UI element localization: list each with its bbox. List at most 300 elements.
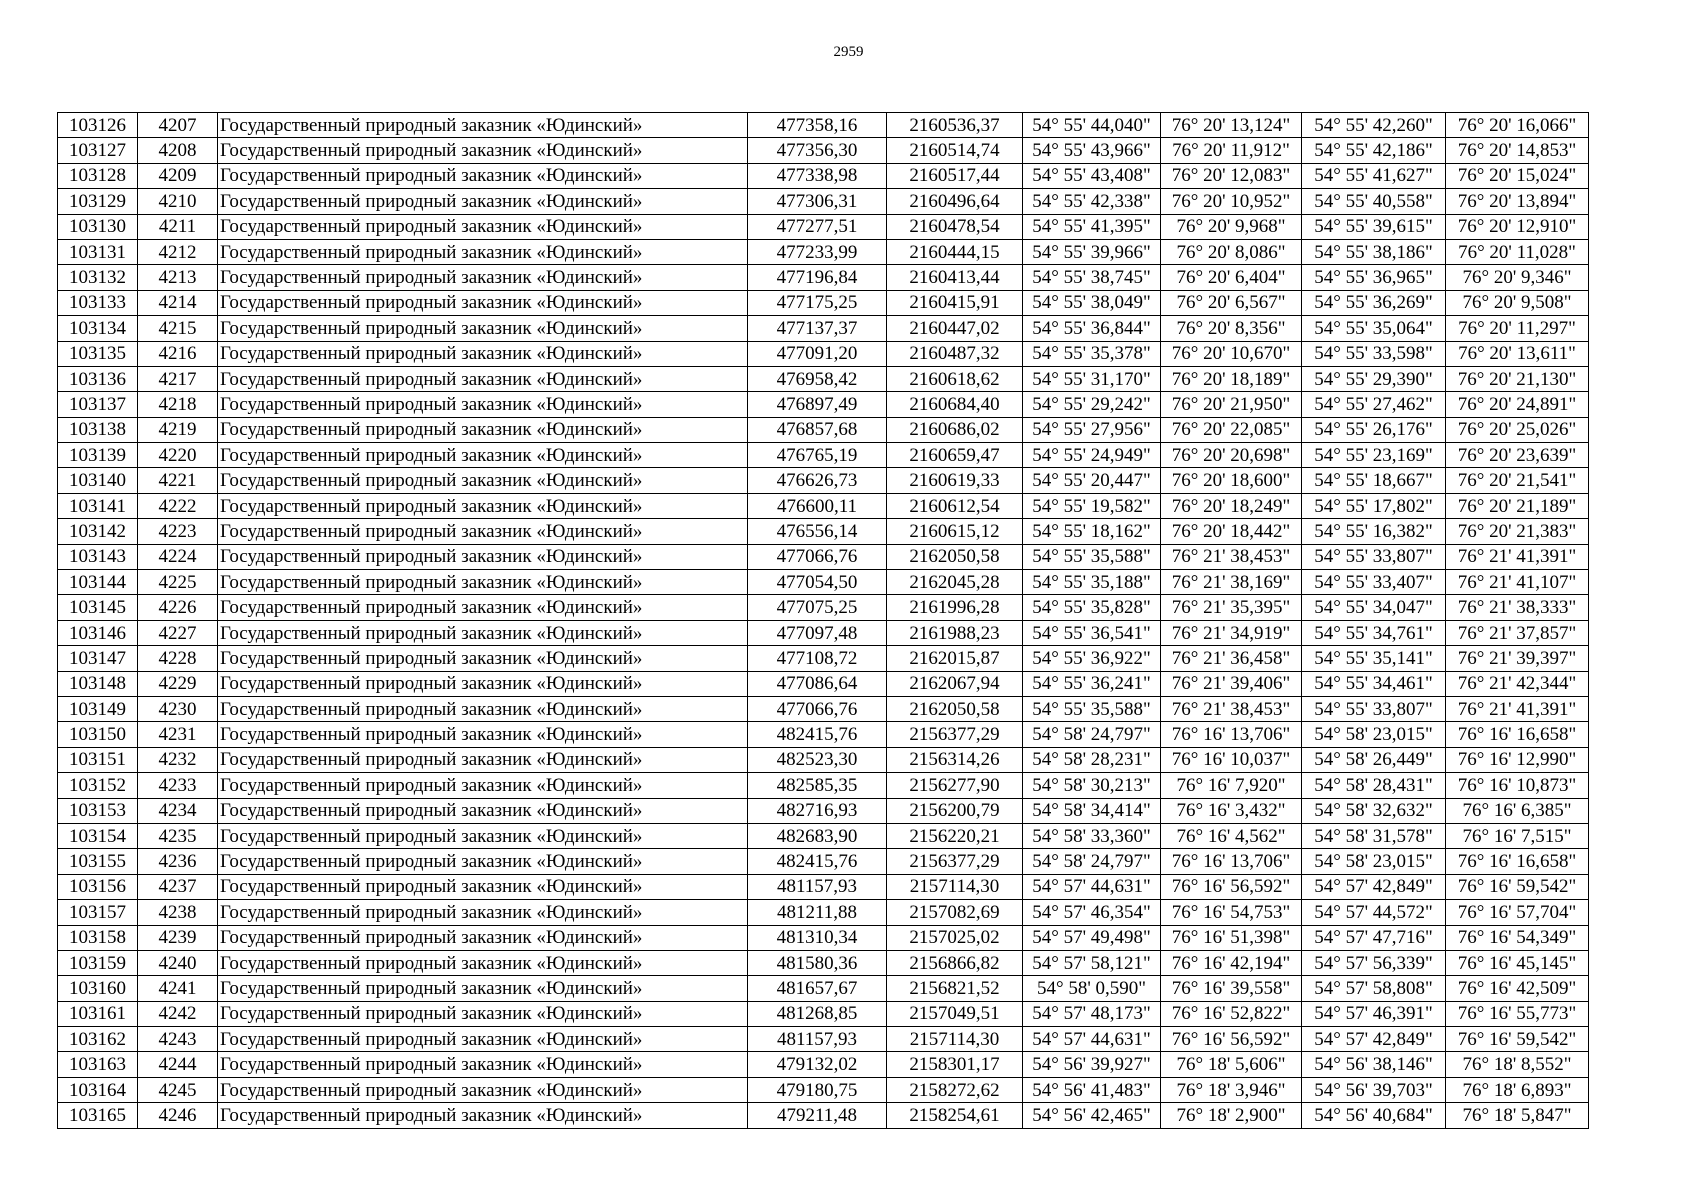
row-number-cell: 103131 xyxy=(58,239,138,264)
longitude-2-cell: 76° 16' 59,542" xyxy=(1446,874,1589,899)
longitude-1-cell: 76° 16' 10,037" xyxy=(1161,747,1302,772)
longitude-2-cell: 76° 21' 38,333" xyxy=(1446,595,1589,620)
name-cell: Государственный природный заказник «Юдинский» xyxy=(218,823,748,848)
longitude-2-cell: 76° 16' 6,385" xyxy=(1446,798,1589,823)
longitude-2-cell: 76° 16' 54,349" xyxy=(1446,925,1589,950)
x-coordinate-cell: 477233,99 xyxy=(748,239,887,264)
table-row xyxy=(58,570,1589,595)
point-number-cell: 4219 xyxy=(138,417,218,442)
longitude-1-cell: 76° 20' 18,600" xyxy=(1161,468,1302,493)
latitude-2-cell: 54° 55' 33,598" xyxy=(1302,341,1446,366)
longitude-2-cell: 76° 20' 24,891" xyxy=(1446,392,1589,417)
longitude-2-cell: 76° 20' 11,028" xyxy=(1446,239,1589,264)
longitude-1-cell: 76° 16' 52,822" xyxy=(1161,1001,1302,1026)
y-coordinate-cell: 2160659,47 xyxy=(887,443,1023,468)
latitude-2-cell: 54° 57' 46,391" xyxy=(1302,1001,1446,1026)
point-number-cell: 4215 xyxy=(138,316,218,341)
row-number-cell: 103145 xyxy=(58,595,138,620)
y-coordinate-cell: 2160684,40 xyxy=(887,392,1023,417)
longitude-1-cell: 76° 16' 4,562" xyxy=(1161,823,1302,848)
x-coordinate-cell: 476765,19 xyxy=(748,443,887,468)
latitude-2-cell: 54° 55' 38,186" xyxy=(1302,239,1446,264)
table-body xyxy=(58,113,1589,1129)
x-coordinate-cell: 481157,93 xyxy=(748,1027,887,1052)
row-number-cell: 103138 xyxy=(58,417,138,442)
longitude-2-cell: 76° 16' 7,515" xyxy=(1446,823,1589,848)
row-number-cell: 103132 xyxy=(58,265,138,290)
latitude-1-cell: 54° 58' 28,231" xyxy=(1023,747,1161,772)
x-coordinate-cell: 476626,73 xyxy=(748,468,887,493)
table-row xyxy=(58,696,1589,721)
name-cell: Государственный природный заказник «Юдинский» xyxy=(218,341,748,366)
row-number-cell: 103159 xyxy=(58,950,138,975)
y-coordinate-cell: 2160612,54 xyxy=(887,493,1023,518)
longitude-1-cell: 76° 18' 3,946" xyxy=(1161,1077,1302,1102)
longitude-1-cell: 76° 20' 18,189" xyxy=(1161,366,1302,391)
y-coordinate-cell: 2160619,33 xyxy=(887,468,1023,493)
longitude-1-cell: 76° 16' 42,194" xyxy=(1161,950,1302,975)
x-coordinate-cell: 479132,02 xyxy=(748,1052,887,1077)
longitude-2-cell: 76° 20' 9,346" xyxy=(1446,265,1589,290)
longitude-2-cell: 76° 21' 41,391" xyxy=(1446,544,1589,569)
name-cell: Государственный природный заказник «Юдинский» xyxy=(218,544,748,569)
y-coordinate-cell: 2156200,79 xyxy=(887,798,1023,823)
latitude-2-cell: 54° 55' 33,807" xyxy=(1302,696,1446,721)
point-number-cell: 4242 xyxy=(138,1001,218,1026)
latitude-2-cell: 54° 58' 23,015" xyxy=(1302,849,1446,874)
longitude-2-cell: 76° 20' 12,910" xyxy=(1446,214,1589,239)
longitude-1-cell: 76° 18' 2,900" xyxy=(1161,1103,1302,1128)
latitude-1-cell: 54° 58' 24,797" xyxy=(1023,849,1161,874)
longitude-2-cell: 76° 18' 8,552" xyxy=(1446,1052,1589,1077)
y-coordinate-cell: 2160618,62 xyxy=(887,366,1023,391)
table-row xyxy=(58,620,1589,645)
y-coordinate-cell: 2160686,02 xyxy=(887,417,1023,442)
x-coordinate-cell: 482415,76 xyxy=(748,849,887,874)
table-row xyxy=(58,214,1589,239)
name-cell: Государственный природный заказник «Юдинский» xyxy=(218,620,748,645)
latitude-2-cell: 54° 55' 35,064" xyxy=(1302,316,1446,341)
x-coordinate-cell: 476556,14 xyxy=(748,519,887,544)
longitude-2-cell: 76° 18' 6,893" xyxy=(1446,1077,1589,1102)
latitude-1-cell: 54° 57' 46,354" xyxy=(1023,900,1161,925)
longitude-1-cell: 76° 20' 8,356" xyxy=(1161,316,1302,341)
latitude-1-cell: 54° 55' 38,745" xyxy=(1023,265,1161,290)
x-coordinate-cell: 477091,20 xyxy=(748,341,887,366)
table-row xyxy=(58,671,1589,696)
row-number-cell: 103155 xyxy=(58,849,138,874)
row-number-cell: 103158 xyxy=(58,925,138,950)
table-row xyxy=(58,976,1589,1001)
name-cell: Государственный природный заказник «Юдинский» xyxy=(218,1027,748,1052)
latitude-2-cell: 54° 57' 42,849" xyxy=(1302,874,1446,899)
latitude-1-cell: 54° 57' 44,631" xyxy=(1023,874,1161,899)
name-cell: Государственный природный заказник «Юдинский» xyxy=(218,925,748,950)
name-cell: Государственный природный заказник «Юдинский» xyxy=(218,366,748,391)
y-coordinate-cell: 2160615,12 xyxy=(887,519,1023,544)
x-coordinate-cell: 476897,49 xyxy=(748,392,887,417)
coordinates-table xyxy=(57,112,1589,1129)
x-coordinate-cell: 481657,67 xyxy=(748,976,887,1001)
longitude-1-cell: 76° 20' 13,124" xyxy=(1161,113,1302,138)
point-number-cell: 4230 xyxy=(138,696,218,721)
latitude-1-cell: 54° 58' 24,797" xyxy=(1023,722,1161,747)
table-row xyxy=(58,265,1589,290)
x-coordinate-cell: 481580,36 xyxy=(748,950,887,975)
row-number-cell: 103133 xyxy=(58,290,138,315)
point-number-cell: 4231 xyxy=(138,722,218,747)
x-coordinate-cell: 477338,98 xyxy=(748,163,887,188)
latitude-1-cell: 54° 55' 27,956" xyxy=(1023,417,1161,442)
x-coordinate-cell: 479211,48 xyxy=(748,1103,887,1128)
x-coordinate-cell: 476958,42 xyxy=(748,366,887,391)
row-number-cell: 103127 xyxy=(58,138,138,163)
point-number-cell: 4239 xyxy=(138,925,218,950)
longitude-1-cell: 76° 16' 56,592" xyxy=(1161,1027,1302,1052)
longitude-1-cell: 76° 18' 5,606" xyxy=(1161,1052,1302,1077)
table-row xyxy=(58,773,1589,798)
x-coordinate-cell: 477196,84 xyxy=(748,265,887,290)
latitude-2-cell: 54° 55' 29,390" xyxy=(1302,366,1446,391)
point-number-cell: 4212 xyxy=(138,239,218,264)
latitude-1-cell: 54° 55' 41,395" xyxy=(1023,214,1161,239)
row-number-cell: 103148 xyxy=(58,671,138,696)
name-cell: Государственный природный заказник «Юдинский» xyxy=(218,900,748,925)
latitude-1-cell: 54° 55' 36,241" xyxy=(1023,671,1161,696)
name-cell: Государственный природный заказник «Юдинский» xyxy=(218,874,748,899)
name-cell: Государственный природный заказник «Юдинский» xyxy=(218,290,748,315)
longitude-2-cell: 76° 20' 21,383" xyxy=(1446,519,1589,544)
latitude-1-cell: 54° 55' 35,588" xyxy=(1023,544,1161,569)
longitude-1-cell: 76° 20' 9,968" xyxy=(1161,214,1302,239)
row-number-cell: 103149 xyxy=(58,696,138,721)
name-cell: Государственный природный заказник «Юдинский» xyxy=(218,214,748,239)
table-row xyxy=(58,874,1589,899)
row-number-cell: 103152 xyxy=(58,773,138,798)
row-number-cell: 103130 xyxy=(58,214,138,239)
latitude-1-cell: 54° 58' 30,213" xyxy=(1023,773,1161,798)
latitude-1-cell: 54° 55' 43,408" xyxy=(1023,163,1161,188)
point-number-cell: 4235 xyxy=(138,823,218,848)
page-number: 2959 xyxy=(833,44,864,60)
table-row xyxy=(58,595,1589,620)
x-coordinate-cell: 477086,64 xyxy=(748,671,887,696)
table-row xyxy=(58,341,1589,366)
point-number-cell: 4217 xyxy=(138,366,218,391)
name-cell: Государственный природный заказник «Юдинский» xyxy=(218,696,748,721)
point-number-cell: 4246 xyxy=(138,1103,218,1128)
latitude-2-cell: 54° 58' 26,449" xyxy=(1302,747,1446,772)
table-row xyxy=(58,646,1589,671)
name-cell: Государственный природный заказник «Юдинский» xyxy=(218,239,748,264)
table-row xyxy=(58,189,1589,214)
x-coordinate-cell: 477175,25 xyxy=(748,290,887,315)
x-coordinate-cell: 481211,88 xyxy=(748,900,887,925)
longitude-1-cell: 76° 21' 36,458" xyxy=(1161,646,1302,671)
longitude-2-cell: 76° 21' 41,107" xyxy=(1446,570,1589,595)
latitude-1-cell: 54° 55' 35,828" xyxy=(1023,595,1161,620)
longitude-1-cell: 76° 16' 39,558" xyxy=(1161,976,1302,1001)
row-number-cell: 103161 xyxy=(58,1001,138,1026)
x-coordinate-cell: 476600,11 xyxy=(748,493,887,518)
table-row xyxy=(58,468,1589,493)
y-coordinate-cell: 2157114,30 xyxy=(887,1027,1023,1052)
point-number-cell: 4210 xyxy=(138,189,218,214)
latitude-1-cell: 54° 56' 41,483" xyxy=(1023,1077,1161,1102)
longitude-2-cell: 76° 16' 57,704" xyxy=(1446,900,1589,925)
longitude-1-cell: 76° 20' 20,698" xyxy=(1161,443,1302,468)
y-coordinate-cell: 2156866,82 xyxy=(887,950,1023,975)
name-cell: Государственный природный заказник «Юдинский» xyxy=(218,976,748,1001)
point-number-cell: 4224 xyxy=(138,544,218,569)
x-coordinate-cell: 477108,72 xyxy=(748,646,887,671)
longitude-1-cell: 76° 20' 10,670" xyxy=(1161,341,1302,366)
longitude-2-cell: 76° 20' 11,297" xyxy=(1446,316,1589,341)
row-number-cell: 103144 xyxy=(58,570,138,595)
longitude-2-cell: 76° 20' 14,853" xyxy=(1446,138,1589,163)
row-number-cell: 103136 xyxy=(58,366,138,391)
latitude-1-cell: 54° 58' 33,360" xyxy=(1023,823,1161,848)
table-row xyxy=(58,113,1589,138)
latitude-1-cell: 54° 55' 35,588" xyxy=(1023,696,1161,721)
point-number-cell: 4232 xyxy=(138,747,218,772)
row-number-cell: 103165 xyxy=(58,1103,138,1128)
longitude-2-cell: 76° 16' 10,873" xyxy=(1446,773,1589,798)
name-cell: Государственный природный заказник «Юдинский» xyxy=(218,950,748,975)
point-number-cell: 4228 xyxy=(138,646,218,671)
latitude-1-cell: 54° 57' 49,498" xyxy=(1023,925,1161,950)
latitude-2-cell: 54° 55' 34,461" xyxy=(1302,671,1446,696)
point-number-cell: 4218 xyxy=(138,392,218,417)
table-row xyxy=(58,544,1589,569)
y-coordinate-cell: 2160517,44 xyxy=(887,163,1023,188)
table-row xyxy=(58,290,1589,315)
longitude-1-cell: 76° 20' 8,086" xyxy=(1161,239,1302,264)
table-row xyxy=(58,1103,1589,1128)
name-cell: Государственный природный заказник «Юдинский» xyxy=(218,747,748,772)
latitude-1-cell: 54° 56' 42,465" xyxy=(1023,1103,1161,1128)
latitude-2-cell: 54° 55' 42,260" xyxy=(1302,113,1446,138)
y-coordinate-cell: 2160478,54 xyxy=(887,214,1023,239)
point-number-cell: 4245 xyxy=(138,1077,218,1102)
latitude-2-cell: 54° 55' 42,186" xyxy=(1302,138,1446,163)
name-cell: Государственный природный заказник «Юдинский» xyxy=(218,468,748,493)
point-number-cell: 4209 xyxy=(138,163,218,188)
name-cell: Государственный природный заказник «Юдинский» xyxy=(218,519,748,544)
latitude-1-cell: 54° 55' 18,162" xyxy=(1023,519,1161,544)
longitude-1-cell: 76° 20' 10,952" xyxy=(1161,189,1302,214)
row-number-cell: 103164 xyxy=(58,1077,138,1102)
latitude-1-cell: 54° 55' 42,338" xyxy=(1023,189,1161,214)
longitude-1-cell: 76° 21' 38,453" xyxy=(1161,696,1302,721)
table-row xyxy=(58,392,1589,417)
latitude-2-cell: 54° 56' 40,684" xyxy=(1302,1103,1446,1128)
longitude-2-cell: 76° 20' 25,026" xyxy=(1446,417,1589,442)
y-coordinate-cell: 2156220,21 xyxy=(887,823,1023,848)
longitude-1-cell: 76° 16' 13,706" xyxy=(1161,722,1302,747)
latitude-1-cell: 54° 55' 44,040" xyxy=(1023,113,1161,138)
point-number-cell: 4227 xyxy=(138,620,218,645)
longitude-2-cell: 76° 20' 13,894" xyxy=(1446,189,1589,214)
point-number-cell: 4233 xyxy=(138,773,218,798)
x-coordinate-cell: 477306,31 xyxy=(748,189,887,214)
latitude-1-cell: 54° 55' 43,966" xyxy=(1023,138,1161,163)
y-coordinate-cell: 2157082,69 xyxy=(887,900,1023,925)
row-number-cell: 103153 xyxy=(58,798,138,823)
y-coordinate-cell: 2162067,94 xyxy=(887,671,1023,696)
point-number-cell: 4225 xyxy=(138,570,218,595)
x-coordinate-cell: 481157,93 xyxy=(748,874,887,899)
name-cell: Государственный природный заказник «Юдинский» xyxy=(218,392,748,417)
longitude-1-cell: 76° 20' 21,950" xyxy=(1161,392,1302,417)
longitude-1-cell: 76° 21' 38,169" xyxy=(1161,570,1302,595)
latitude-1-cell: 54° 55' 31,170" xyxy=(1023,366,1161,391)
y-coordinate-cell: 2160447,02 xyxy=(887,316,1023,341)
name-cell: Государственный природный заказник «Юдинский» xyxy=(218,113,748,138)
point-number-cell: 4229 xyxy=(138,671,218,696)
x-coordinate-cell: 477054,50 xyxy=(748,570,887,595)
y-coordinate-cell: 2162050,58 xyxy=(887,696,1023,721)
x-coordinate-cell: 477137,37 xyxy=(748,316,887,341)
row-number-cell: 103134 xyxy=(58,316,138,341)
name-cell: Государственный природный заказник «Юдинский» xyxy=(218,189,748,214)
name-cell: Государственный природный заказник «Юдинский» xyxy=(218,1052,748,1077)
longitude-2-cell: 76° 20' 21,541" xyxy=(1446,468,1589,493)
latitude-1-cell: 54° 55' 36,541" xyxy=(1023,620,1161,645)
latitude-2-cell: 54° 55' 36,965" xyxy=(1302,265,1446,290)
x-coordinate-cell: 477277,51 xyxy=(748,214,887,239)
y-coordinate-cell: 2162015,87 xyxy=(887,646,1023,671)
longitude-2-cell: 76° 20' 9,508" xyxy=(1446,290,1589,315)
y-coordinate-cell: 2160496,64 xyxy=(887,189,1023,214)
y-coordinate-cell: 2156821,52 xyxy=(887,976,1023,1001)
longitude-1-cell: 76° 16' 3,432" xyxy=(1161,798,1302,823)
latitude-1-cell: 54° 55' 36,922" xyxy=(1023,646,1161,671)
longitude-1-cell: 76° 20' 11,912" xyxy=(1161,138,1302,163)
y-coordinate-cell: 2160444,15 xyxy=(887,239,1023,264)
longitude-2-cell: 76° 16' 45,145" xyxy=(1446,950,1589,975)
latitude-1-cell: 54° 57' 48,173" xyxy=(1023,1001,1161,1026)
row-number-cell: 103163 xyxy=(58,1052,138,1077)
row-number-cell: 103129 xyxy=(58,189,138,214)
y-coordinate-cell: 2160413,44 xyxy=(887,265,1023,290)
longitude-1-cell: 76° 21' 39,406" xyxy=(1161,671,1302,696)
point-number-cell: 4236 xyxy=(138,849,218,874)
latitude-1-cell: 54° 55' 29,242" xyxy=(1023,392,1161,417)
latitude-2-cell: 54° 55' 35,141" xyxy=(1302,646,1446,671)
latitude-2-cell: 54° 55' 17,802" xyxy=(1302,493,1446,518)
longitude-2-cell: 76° 16' 12,990" xyxy=(1446,747,1589,772)
row-number-cell: 103162 xyxy=(58,1027,138,1052)
x-coordinate-cell: 482683,90 xyxy=(748,823,887,848)
name-cell: Государственный природный заказник «Юдинский» xyxy=(218,443,748,468)
y-coordinate-cell: 2161988,23 xyxy=(887,620,1023,645)
x-coordinate-cell: 481268,85 xyxy=(748,1001,887,1026)
longitude-2-cell: 76° 16' 55,773" xyxy=(1446,1001,1589,1026)
longitude-1-cell: 76° 21' 34,919" xyxy=(1161,620,1302,645)
table-row xyxy=(58,316,1589,341)
latitude-1-cell: 54° 55' 19,582" xyxy=(1023,493,1161,518)
y-coordinate-cell: 2157114,30 xyxy=(887,874,1023,899)
x-coordinate-cell: 476857,68 xyxy=(748,417,887,442)
longitude-2-cell: 76° 16' 16,658" xyxy=(1446,849,1589,874)
latitude-2-cell: 54° 57' 42,849" xyxy=(1302,1027,1446,1052)
point-number-cell: 4240 xyxy=(138,950,218,975)
latitude-1-cell: 54° 55' 36,844" xyxy=(1023,316,1161,341)
latitude-2-cell: 54° 55' 39,615" xyxy=(1302,214,1446,239)
latitude-1-cell: 54° 55' 20,447" xyxy=(1023,468,1161,493)
table-row xyxy=(58,1001,1589,1026)
longitude-2-cell: 76° 16' 16,658" xyxy=(1446,722,1589,747)
table-row xyxy=(58,798,1589,823)
latitude-2-cell: 54° 55' 18,667" xyxy=(1302,468,1446,493)
row-number-cell: 103156 xyxy=(58,874,138,899)
table-row xyxy=(58,1077,1589,1102)
row-number-cell: 103135 xyxy=(58,341,138,366)
table-row xyxy=(58,900,1589,925)
row-number-cell: 103150 xyxy=(58,722,138,747)
longitude-1-cell: 76° 16' 7,920" xyxy=(1161,773,1302,798)
row-number-cell: 103160 xyxy=(58,976,138,1001)
table-row xyxy=(58,925,1589,950)
latitude-2-cell: 54° 55' 34,047" xyxy=(1302,595,1446,620)
latitude-2-cell: 54° 58' 28,431" xyxy=(1302,773,1446,798)
longitude-2-cell: 76° 20' 15,024" xyxy=(1446,163,1589,188)
row-number-cell: 103140 xyxy=(58,468,138,493)
name-cell: Государственный природный заказник «Юдинский» xyxy=(218,671,748,696)
x-coordinate-cell: 477066,76 xyxy=(748,544,887,569)
longitude-2-cell: 76° 20' 21,130" xyxy=(1446,366,1589,391)
y-coordinate-cell: 2158301,17 xyxy=(887,1052,1023,1077)
name-cell: Государственный природный заказник «Юдинский» xyxy=(218,798,748,823)
latitude-1-cell: 54° 55' 35,188" xyxy=(1023,570,1161,595)
table-row xyxy=(58,366,1589,391)
latitude-2-cell: 54° 58' 23,015" xyxy=(1302,722,1446,747)
name-cell: Государственный природный заказник «Юдинский» xyxy=(218,1077,748,1102)
longitude-2-cell: 76° 21' 39,397" xyxy=(1446,646,1589,671)
latitude-2-cell: 54° 55' 16,382" xyxy=(1302,519,1446,544)
latitude-1-cell: 54° 57' 44,631" xyxy=(1023,1027,1161,1052)
longitude-1-cell: 76° 21' 38,453" xyxy=(1161,544,1302,569)
y-coordinate-cell: 2156277,90 xyxy=(887,773,1023,798)
y-coordinate-cell: 2157049,51 xyxy=(887,1001,1023,1026)
y-coordinate-cell: 2158254,61 xyxy=(887,1103,1023,1128)
longitude-1-cell: 76° 20' 12,083" xyxy=(1161,163,1302,188)
name-cell: Государственный природный заказник «Юдинский» xyxy=(218,316,748,341)
name-cell: Государственный природный заказник «Юдинский» xyxy=(218,849,748,874)
latitude-2-cell: 54° 55' 36,269" xyxy=(1302,290,1446,315)
y-coordinate-cell: 2160514,74 xyxy=(887,138,1023,163)
table-row xyxy=(58,950,1589,975)
table-row xyxy=(58,823,1589,848)
latitude-1-cell: 54° 55' 39,966" xyxy=(1023,239,1161,264)
x-coordinate-cell: 482415,76 xyxy=(748,722,887,747)
longitude-2-cell: 76° 21' 37,857" xyxy=(1446,620,1589,645)
latitude-2-cell: 54° 55' 27,462" xyxy=(1302,392,1446,417)
row-number-cell: 103154 xyxy=(58,823,138,848)
longitude-1-cell: 76° 16' 51,398" xyxy=(1161,925,1302,950)
row-number-cell: 103147 xyxy=(58,646,138,671)
x-coordinate-cell: 481310,34 xyxy=(748,925,887,950)
latitude-2-cell: 54° 55' 40,558" xyxy=(1302,189,1446,214)
table-row xyxy=(58,747,1589,772)
y-coordinate-cell: 2162045,28 xyxy=(887,570,1023,595)
latitude-2-cell: 54° 58' 31,578" xyxy=(1302,823,1446,848)
point-number-cell: 4216 xyxy=(138,341,218,366)
table-row xyxy=(58,519,1589,544)
name-cell: Государственный природный заказник «Юдинский» xyxy=(218,570,748,595)
longitude-2-cell: 76° 21' 42,344" xyxy=(1446,671,1589,696)
